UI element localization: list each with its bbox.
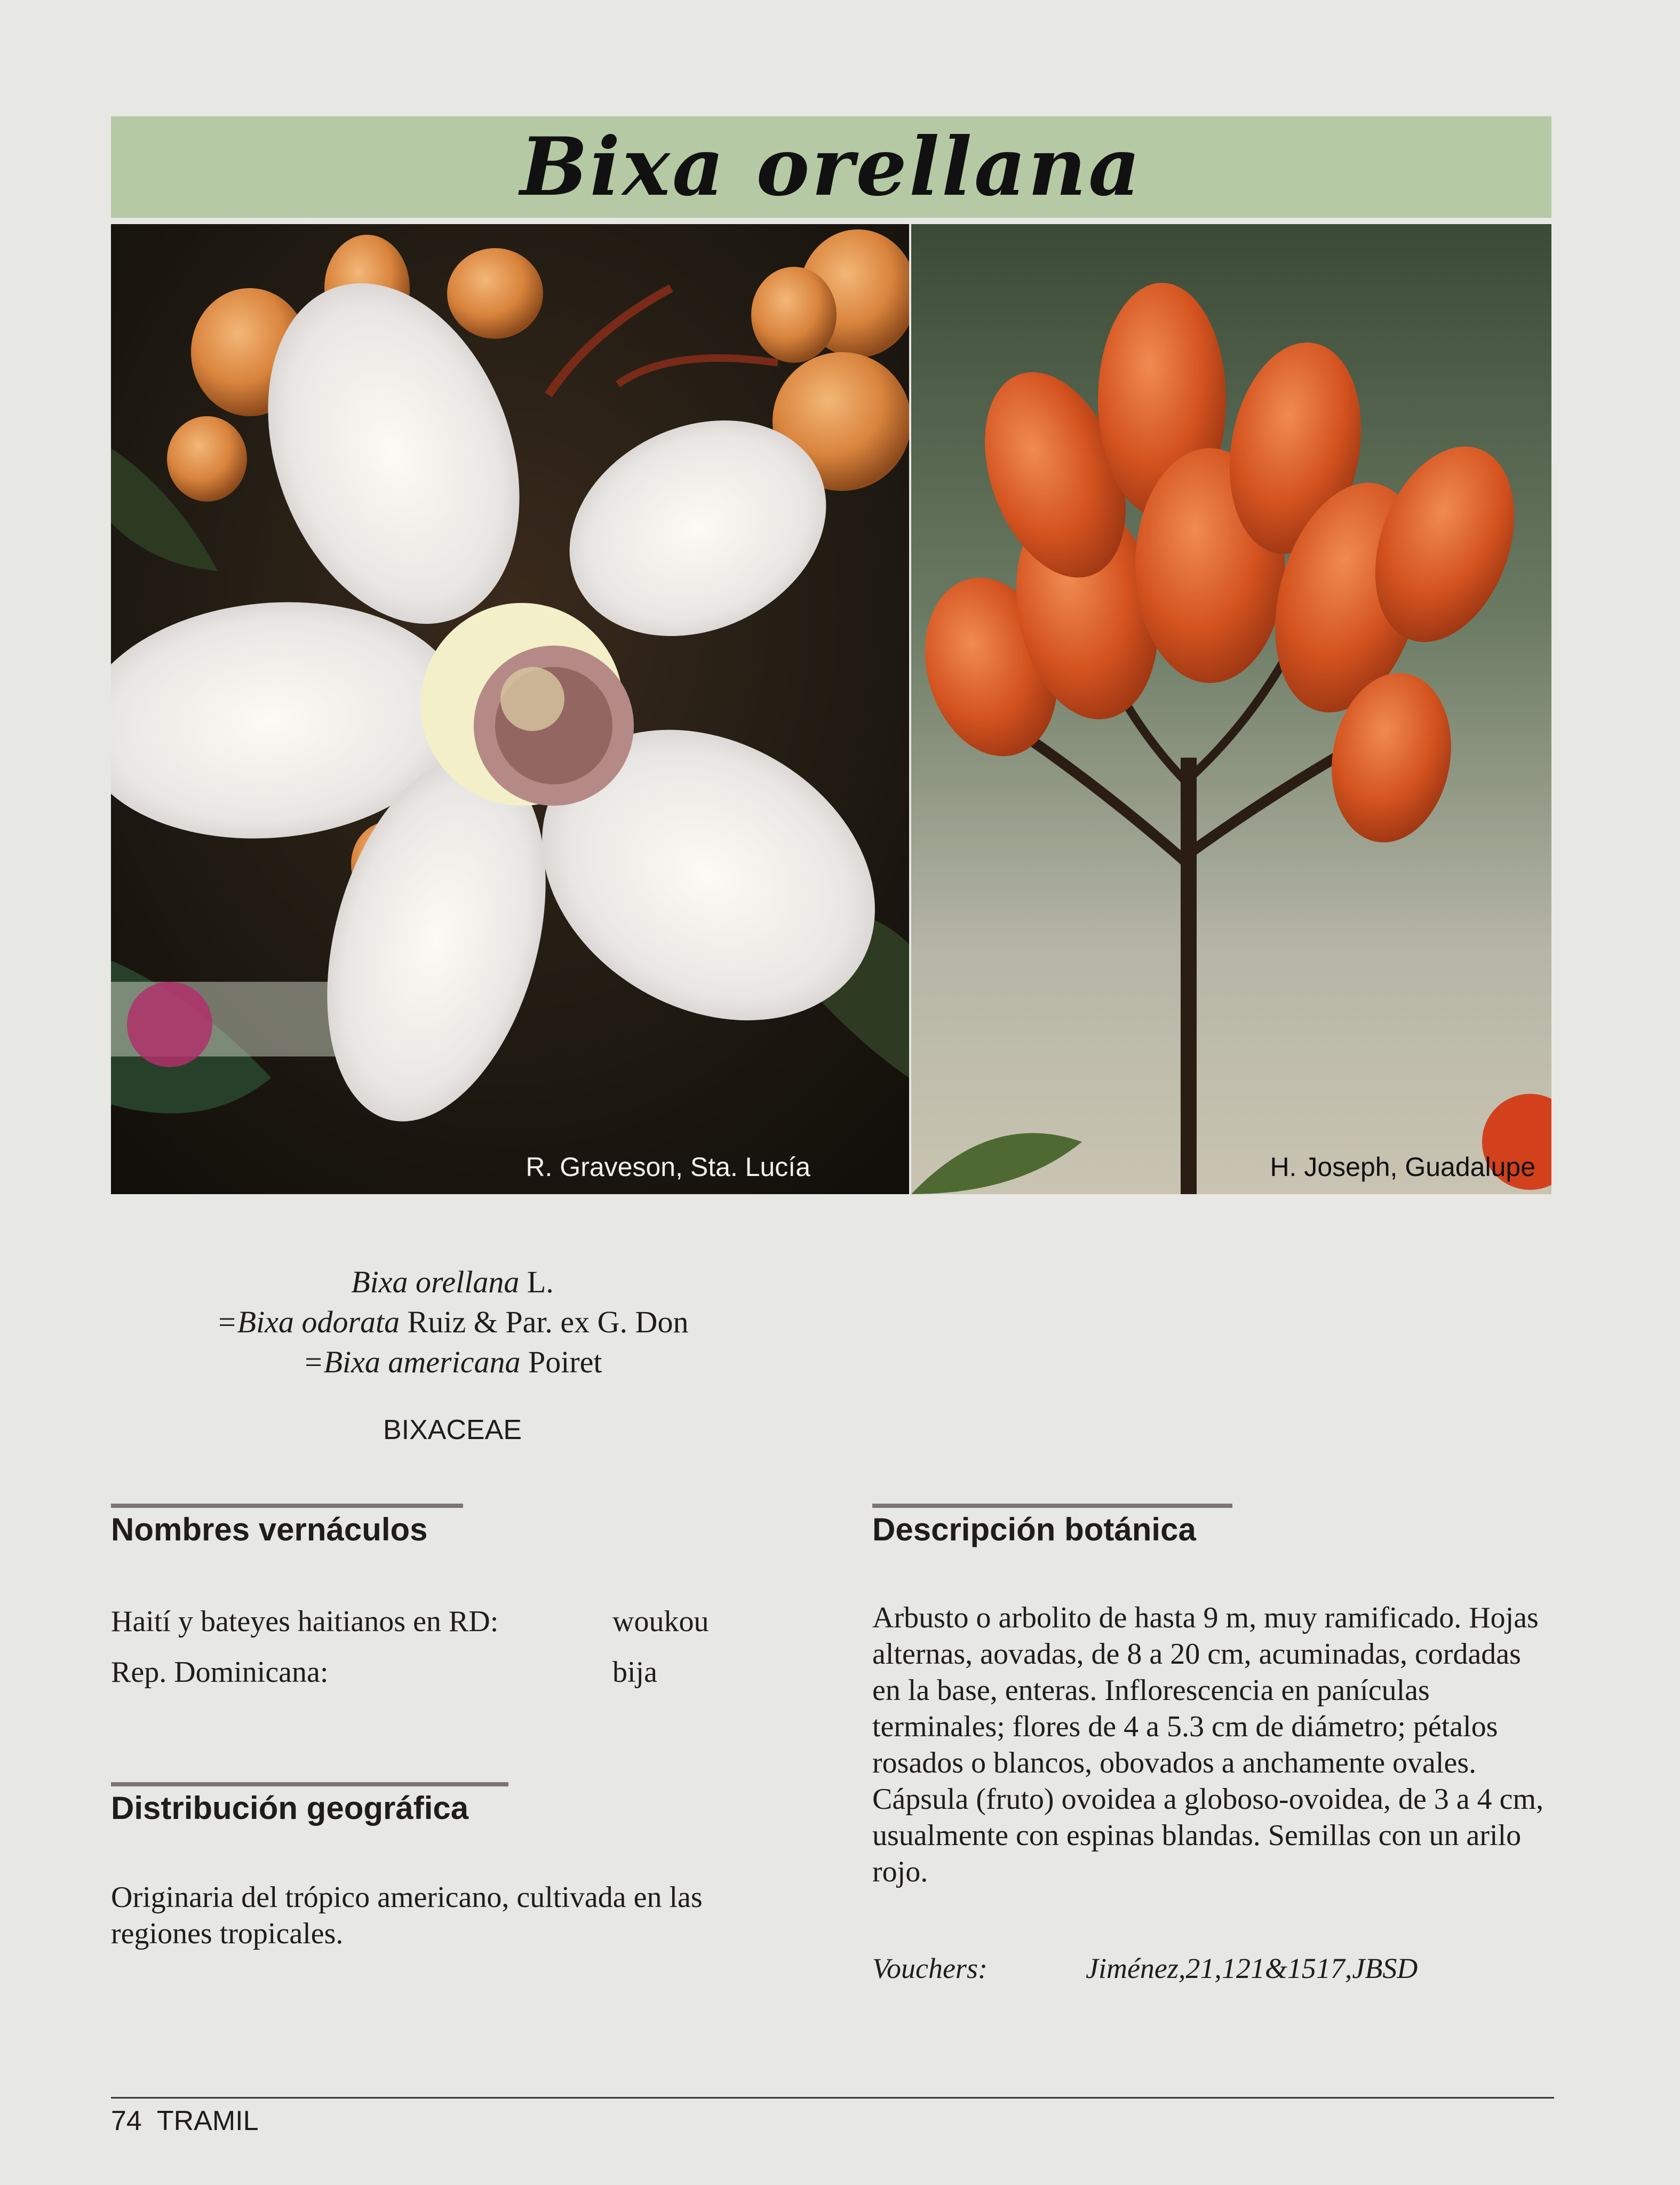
flower-image (111, 224, 909, 1194)
fruit-image (911, 224, 1551, 1194)
list-item (111, 1596, 708, 1647)
fruit-photo (911, 224, 1551, 1194)
title-band (111, 116, 1551, 218)
region-label: Rep. Dominicana: (111, 1656, 329, 1689)
botanical-description-text: Arbusto o arbolito de hasta 9 m, muy ramificado. Hojas alternas, aovadas, de 8 a 20 cm, acuminadas, cordadas en la base, enteras. Inflorescencia en panículas terminales; flores de 4 a 5.3 cm de diámetro; pétalos rosados o blancos, obovados a anchamente ovales. Cápsula (fruto) ovoidea a globoso-ovoidea, de 3 a 4 cm, usualmente con espinas blandas. Semillas con un arilo rojo. (872, 1601, 1544, 1888)
vernacular-name: bija (612, 1656, 657, 1689)
vouchers-label: Vouchers: (872, 1952, 988, 1984)
page-title: Bixa orellana (520, 120, 1143, 214)
vernacular-names-heading: Nombres vernáculos (111, 1504, 463, 1548)
page-number: 74 (111, 2105, 142, 2136)
list-item (111, 1647, 708, 1698)
footer-rule (111, 2097, 1554, 2099)
vernacular-names-list (111, 1596, 708, 1698)
left-photo-credit: R. Graveson, Sta. Lucía (526, 1152, 810, 1182)
synonym-2: =Bixa americana Poiret (302, 1345, 602, 1379)
right-photo-credit: H. Joseph, Guadalupe (1270, 1152, 1535, 1182)
family-name: BIXACEAE (383, 1415, 522, 1445)
flower-photo (111, 224, 909, 1194)
distribution-text: Originaria del trópico americano, cultivada en las regiones tropicales. (111, 1881, 703, 1950)
publication-name: TRAMIL (156, 2105, 259, 2136)
region-label: Haití y bateyes haitianos en RD: (111, 1605, 499, 1638)
vouchers-value: Jiménez,21,121&1517,JBSD (1086, 1952, 1418, 1984)
vernacular-name: woukou (612, 1605, 709, 1638)
botanical-description-heading: Descripción botánica (872, 1504, 1232, 1548)
page-footer (111, 2105, 259, 2137)
synonym-1: =Bixa odorata Ruiz & Par. ex G. Don (216, 1305, 689, 1339)
taxonomy-block (111, 1262, 794, 1382)
distribution-heading: Distribución geográfica (111, 1782, 508, 1826)
accepted-name: Bixa orellana L. (351, 1265, 554, 1299)
vouchers-line (872, 1952, 1418, 1985)
